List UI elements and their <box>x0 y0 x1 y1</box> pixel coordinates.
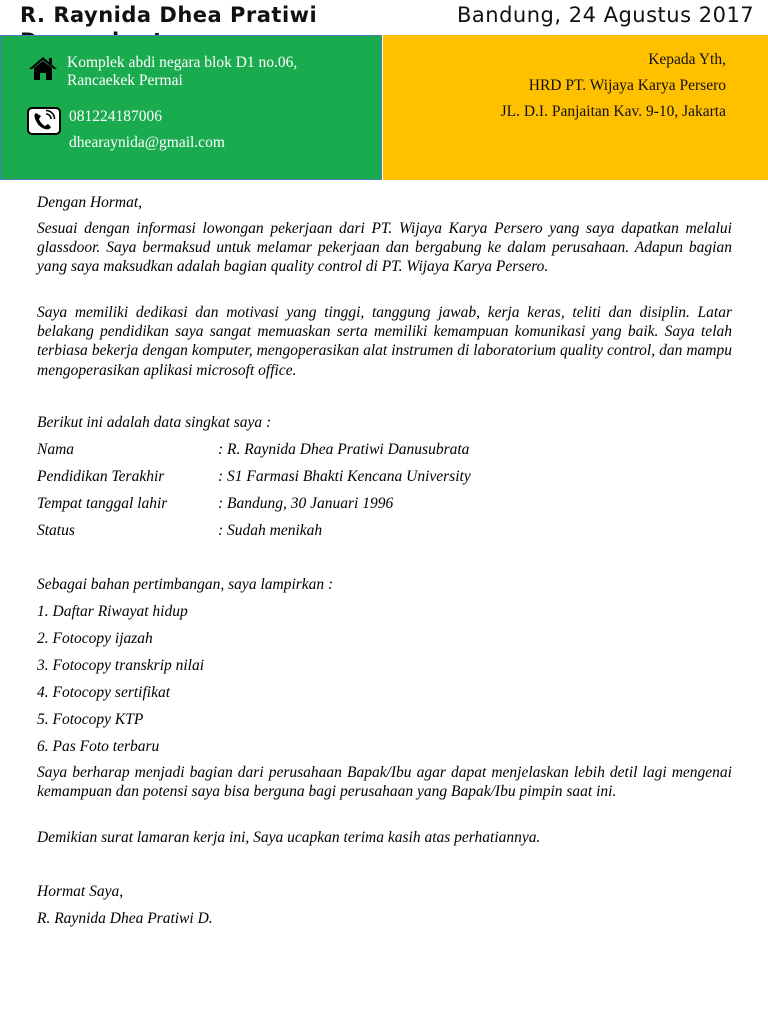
paragraph-hope: Saya berharap menjadi bagian dari perusahaan Bapak/Ibu agar dapat menjelaskan lebih detil lagi mengenai kemampuan dan potensi saya bisa berguna bagi perusahaan yang Bapak/Ibu pimpin saat ini. <box>37 764 732 801</box>
greeting: Dengan Hormat, <box>37 194 143 211</box>
paragraph-closing: Demikian surat lamaran kerja ini, Saya ucapkan terima kasih atas perhatiannya. <box>37 829 541 846</box>
address-line-2: Rancaekek Permai <box>67 72 183 89</box>
attachment-item: 6. Pas Foto terbaru <box>37 738 160 755</box>
closing-salutation: Hormat Saya, <box>37 883 124 900</box>
data-value-status: : Sudah menikah <box>218 522 323 539</box>
title-bar <box>0 0 768 36</box>
attachment-item: 1. Daftar Riwayat hidup <box>37 603 188 620</box>
attachment-item: 4. Fotocopy sertifikat <box>37 684 171 701</box>
phone-number: 081224187006 <box>69 108 162 125</box>
address-line-1: Komplek abdi negara blok D1 no.06, <box>67 54 298 71</box>
data-label-education: Pendidikan Terakhir <box>37 468 165 485</box>
data-label-status: Status <box>37 522 75 539</box>
recipient-line-3: JL. D.I. Panjaitan Kav. 9-10, Jakarta <box>500 103 726 120</box>
attachment-item: 3. Fotocopy transkrip nilai <box>37 657 205 674</box>
applicant-name-title: R. Raynida Dhea Pratiwi <box>20 3 318 27</box>
paragraph-intro: Sesuai dengan informasi lowongan pekerjaan dari PT. Wijaya Karya Persero yang saya dapatkan melalui glassdoor. Saya bermaksud untuk melamar pekerjaan dan bergabung ke dalam perusahaan. Adapun bagian yang saya maksudkan adalah bagian quality control di PT. Wijaya Karya Persero. <box>37 220 732 276</box>
data-label-name: Nama <box>37 441 75 458</box>
data-value-education: : S1 Farmasi Bhakti Kencana University <box>218 468 471 485</box>
house-icon <box>28 55 58 81</box>
signature-name: R. Raynida Dhea Pratiwi D. <box>37 910 213 927</box>
attachments-intro: Sebagai bahan pertimbangan, saya lampirkan : <box>37 576 334 593</box>
recipient-line-1: Kepada Yth, <box>648 51 726 68</box>
recipient-line-2: HRD PT. Wijaya Karya Persero <box>528 77 726 94</box>
phone-icon <box>27 107 61 135</box>
paragraph-qualifications: Saya memiliki dedikasi dan motivasi yang tinggi, tanggung jawab, kerja keras, teliti dan disiplin. Latar belakang pendidikan saya sangat memuaskan serta memiliki kemampuan komunikasi yang baik. Saya telah terbiasa bekerja dengan komputer, mengoperasikan alat instrumen di laboratorium quality control, dan mampu mengoperasikan aplikasi microsoft office. <box>37 304 732 379</box>
data-value-name: : R. Raynida Dhea Pratiwi Danusubrata <box>218 441 470 458</box>
email-address: dhearaynida@gmail.com <box>69 134 225 151</box>
data-label-birth: Tempat tanggal lahir <box>37 495 168 512</box>
attachment-item: 2. Fotocopy ijazah <box>37 630 153 647</box>
letter-date: Bandung, 24 Agustus 2017 <box>457 3 755 27</box>
data-value-birth: : Bandung, 30 Januari 1996 <box>218 495 394 512</box>
attachment-item: 5. Fotocopy KTP <box>37 711 144 728</box>
data-intro: Berikut ini adalah data singkat saya : <box>37 414 272 431</box>
